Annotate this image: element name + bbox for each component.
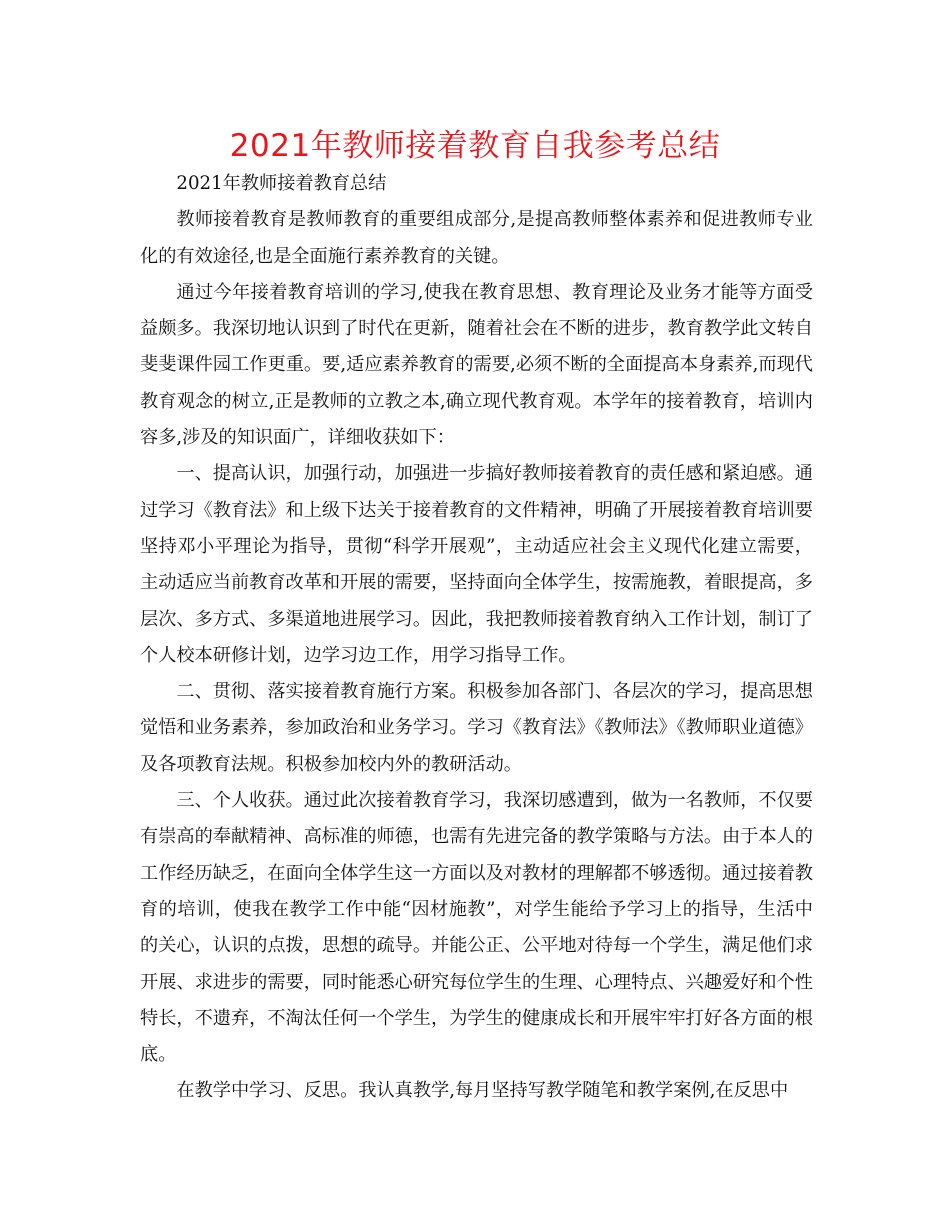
paragraph-subtitle: 2021年教师接着教育总结 [176, 173, 387, 194]
paragraph-section-three: 三、个人收获。通过此次接着教育学习，我深切感遭到，做为一名教师，不仅要有崇高的奉献精神、高标准的师德，也需有先进完备的教学策略与方法。由于本人的工作经历缺乏，在面向全体学生这一方面以及对教材的理解都不够透彻。通过接着教育的培训，使我在教学工作中能“因材施教”，对学生能给予学习上的指导，生活中的关心，认识的点拨，思想的疏导。并能公正、公平地对待每一个学生，满足他们求开展、求进步的需要，同时能悉心研究每位学生的生理、心理特点、兴趣爱好和个性特长，不遗弃，不淘汰任何一个学生，为学生的健康成长和开展牢牢打好各方面的根底。 [140, 790, 813, 1066]
paragraph-intro: 教师接着教育是教师教育的重要组成部分,是提高教师整体素养和促进教师专业化的有效途径,也是全面施行素养教育的关键。 [140, 209, 813, 267]
paragraph-section-one: 一、提高认识，加强行动，加强进一步搞好教师接着教育的责任感和紧迫感。通过学习《教育法》和上级下达关于接着教育的文件精神，明确了开展接着教育培训要坚持邓小平理论为指导，贯彻“科学开展观”，主动适应社会主义现代化建立需要，主动适应当前教育改革和开展的需要，坚持面向全体学生，按需施教，着眼提高，多层次、多方式、多渠道地进展学习。因此，我把教师接着教育纳入工作计划，制订了个人校本研修计划，边学习边工作，用学习指导工作。 [140, 463, 813, 666]
paragraph-section-two: 二、贯彻、落实接着教育施行方案。积极参加各部门、各层次的学习，提高思想觉悟和业务素养，参加政治和业务学习。学习《教育法》《教师法》《教师职业道德》及各项教育法规。积极参加校内外的教研活动。 [140, 681, 813, 775]
paragraph-training: 通过今年接着教育培训的学习,使我在教育思想、教育理论及业务才能等方面受益颇多。我深切地认识到了时代在更新，随着社会在不断的进步，教育教学此文转自斐斐课件园工作更重。要,适应素养教育的需要,必须不断的全面提高本身素养,而现代教育观念的树立,正是教师的立教之本,确立现代教育观。本学年的接着教育，培训内容多,涉及的知识面广，详细收获如下： [140, 281, 813, 449]
document-body [140, 166, 813, 1110]
document-title: 2021年教师接着教育自我参考总结 [229, 128, 721, 164]
paragraph-reflection: 在教学中学习、反思。我认真教学,每月坚持写教学随笔和教学案例,在反思中 [176, 1080, 789, 1102]
